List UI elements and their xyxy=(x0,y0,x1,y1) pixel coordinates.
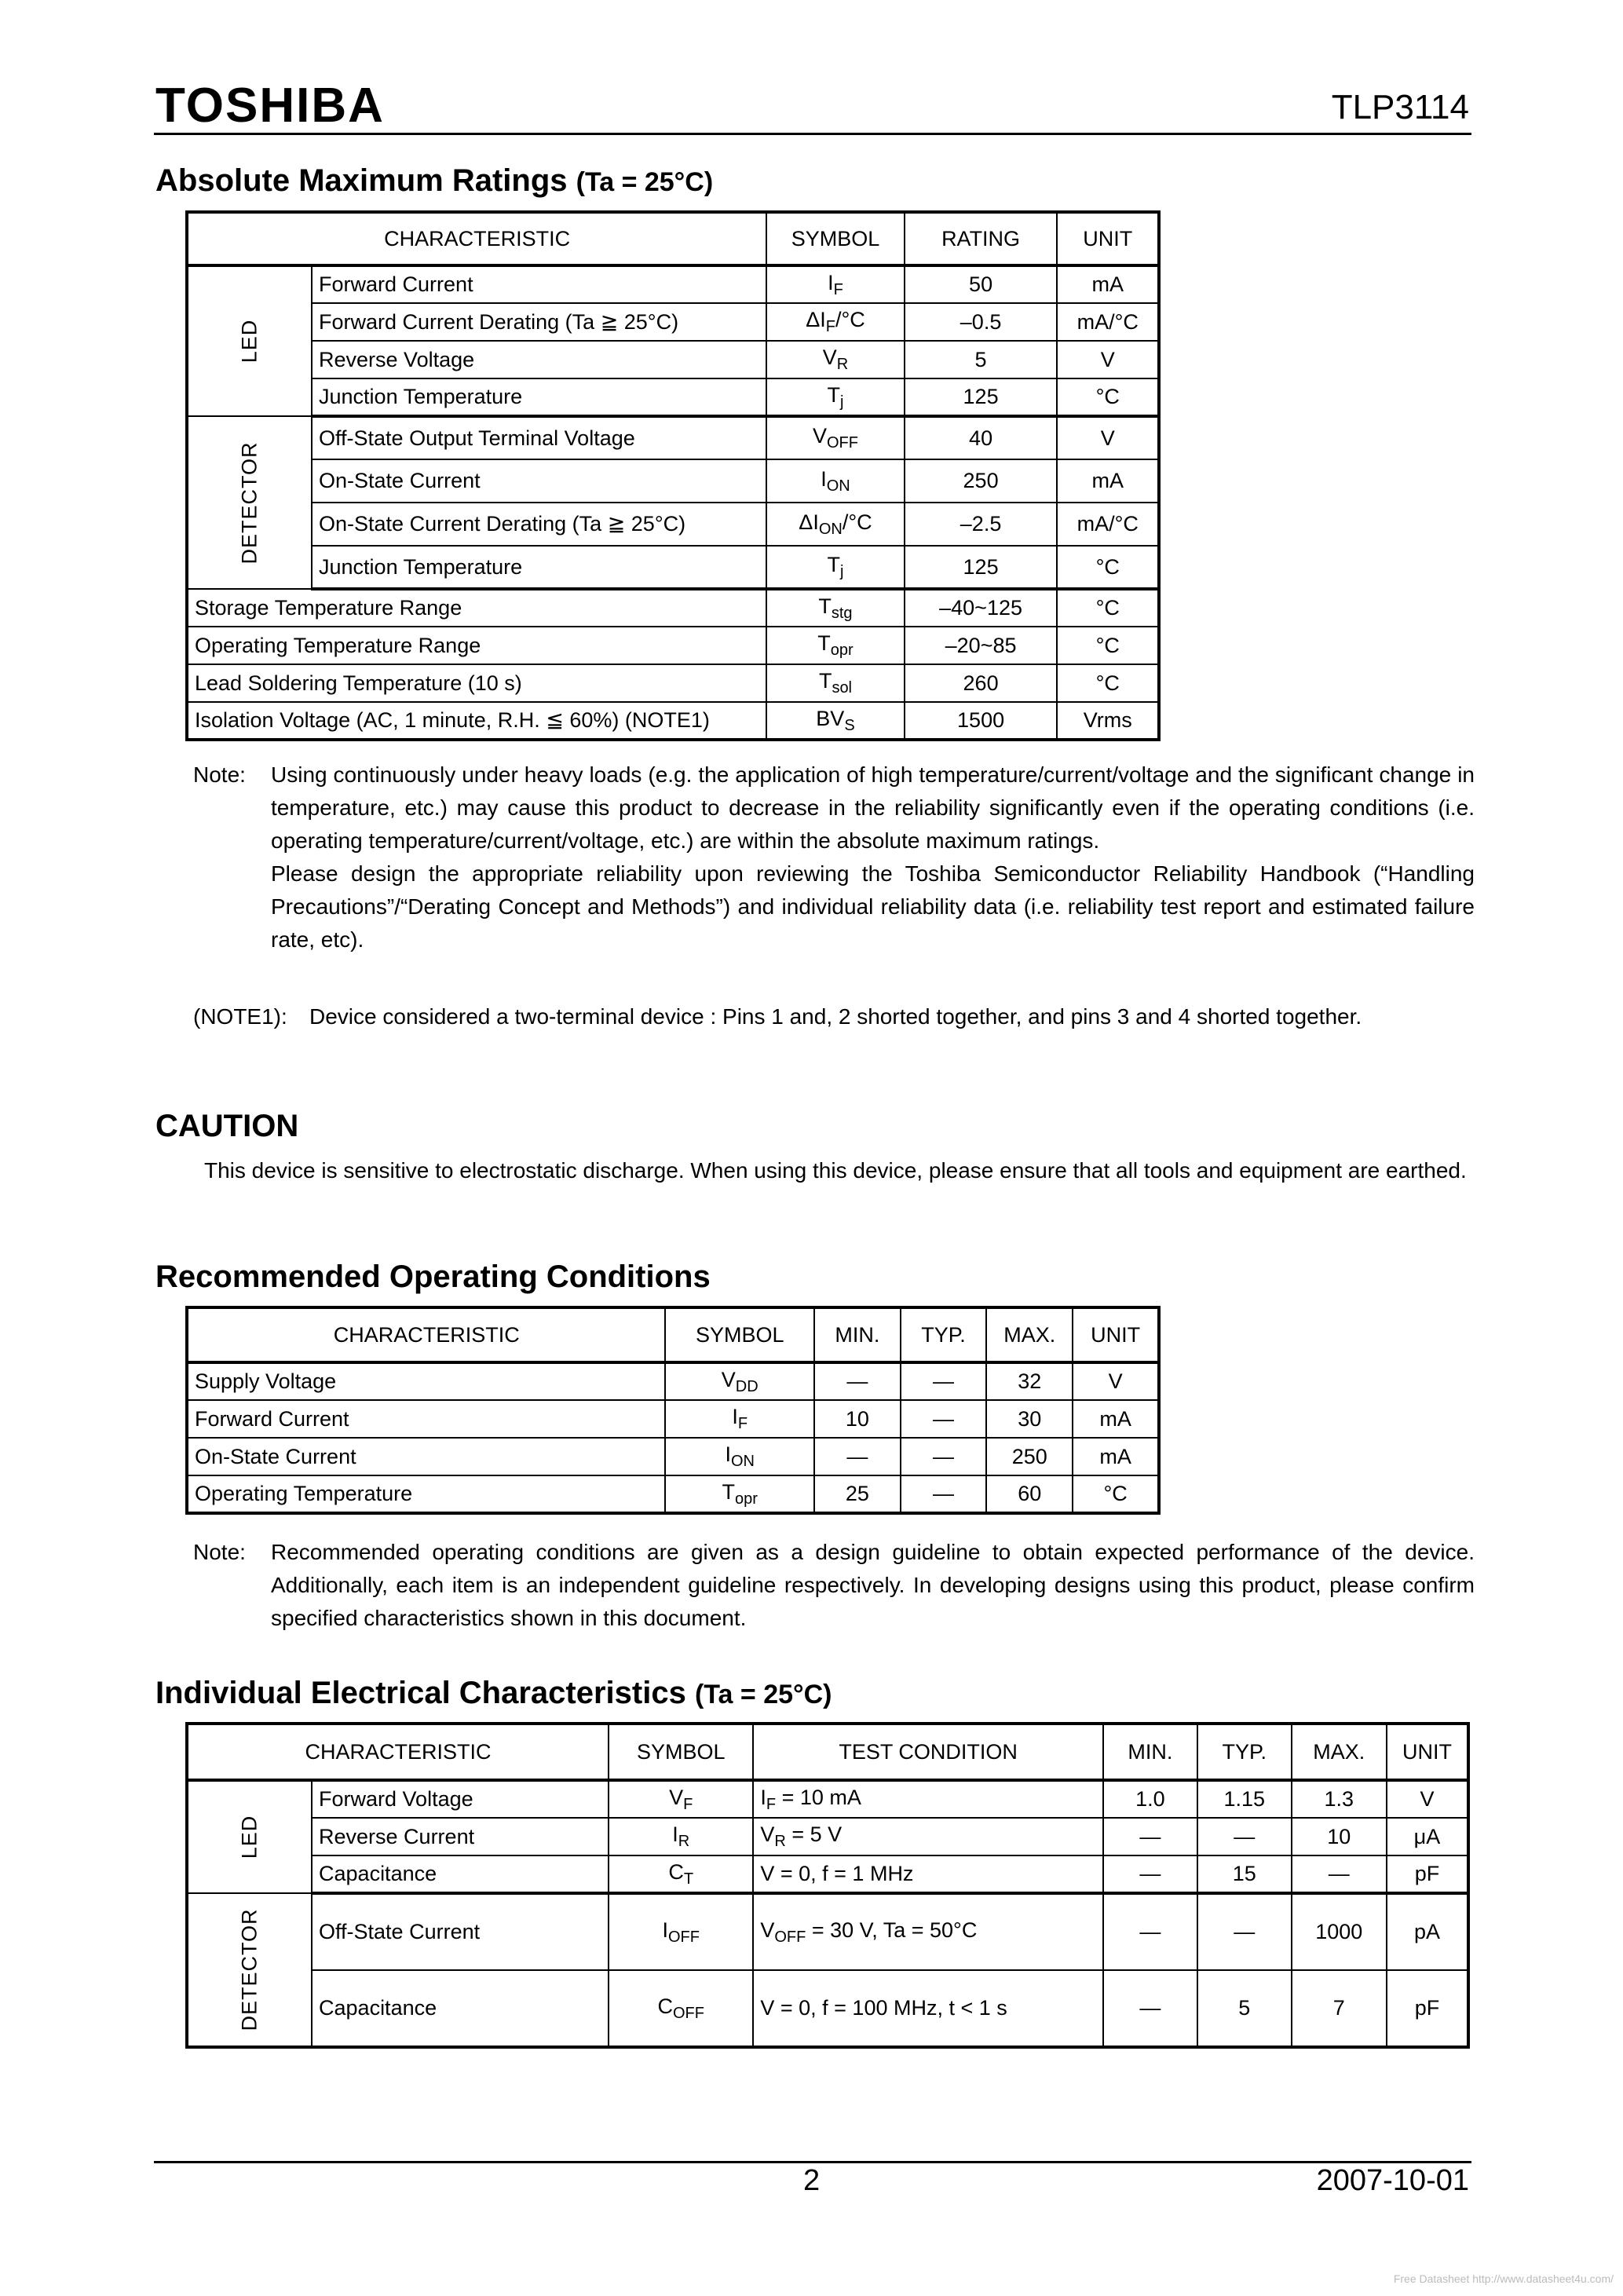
iec-characteristic: Capacitance xyxy=(312,1855,609,1893)
table-row xyxy=(187,1780,1468,1818)
amr-rating: –2.5 xyxy=(905,503,1058,546)
iec-test-condition: V = 0, f = 1 MHz xyxy=(753,1855,1103,1893)
amr-symbol: $T_{stg}$ xyxy=(766,589,904,627)
amr-unit: mA/°C xyxy=(1057,303,1159,341)
iec-header-characteristic: CHARACTERISTIC xyxy=(187,1724,609,1780)
table-row xyxy=(187,1893,1468,1970)
amr-unit: mA/°C xyxy=(1057,503,1159,546)
footer-divider xyxy=(154,2161,1471,2163)
roc-typ: — xyxy=(901,1475,987,1513)
roc-characteristic: Operating Temperature xyxy=(187,1475,665,1513)
amr-header-unit: UNIT xyxy=(1057,212,1159,265)
roc-max: 30 xyxy=(986,1400,1073,1438)
roc-typ: — xyxy=(901,1362,987,1400)
iec-min: — xyxy=(1103,1855,1197,1893)
table-row xyxy=(187,503,1159,546)
roc-header-min: MIN. xyxy=(814,1307,901,1362)
note-label: Note: xyxy=(193,762,246,787)
amr-symbol: $T_{opr}$ xyxy=(766,627,904,664)
amr-title: Absolute Maximum Ratings (Ta = 25°C) xyxy=(155,163,714,198)
table-row xyxy=(187,341,1159,378)
amr-unit: Vrms xyxy=(1057,702,1159,740)
iec-typ: 1.15 xyxy=(1197,1780,1292,1818)
roc-min: 10 xyxy=(814,1400,901,1438)
amr-group-detector: DETECTOR xyxy=(187,416,312,589)
iec-symbol: $C_T$ xyxy=(609,1855,753,1893)
table-row xyxy=(187,546,1159,589)
note1-text: Device considered a two-terminal device : Pins 1 and, 2 shorted together, and pins 3 and 4 shorted together. xyxy=(309,1004,1362,1029)
iec-typ: — xyxy=(1197,1893,1292,1970)
iec-symbol: $I_{OFF}$ xyxy=(609,1893,753,1970)
caution-text: This device is sensitive to electrostatic discharge. When using this device, please ensure that all tools and equipment are earthed. xyxy=(204,1158,1467,1183)
roc-min: — xyxy=(814,1438,901,1475)
roc-unit: V xyxy=(1073,1362,1159,1400)
roc-header-symbol: SYMBOL xyxy=(665,1307,814,1362)
amr-symbol: $T_{sol}$ xyxy=(766,664,904,702)
amr-characteristic: Junction Temperature xyxy=(312,378,766,416)
table-row xyxy=(187,702,1159,740)
amr-header-characteristic: CHARACTERISTIC xyxy=(187,212,766,265)
roc-max: 60 xyxy=(986,1475,1073,1513)
iec-min: — xyxy=(1103,1970,1197,2047)
iec-min: — xyxy=(1103,1893,1197,1970)
roc-characteristic: Supply Voltage xyxy=(187,1362,665,1400)
table-row xyxy=(187,1818,1468,1855)
amr-characteristic: Off-State Output Terminal Voltage xyxy=(312,416,766,459)
note-block-2 xyxy=(193,1536,1475,1635)
amr-unit: mA xyxy=(1057,265,1159,303)
amr-rating: –40~125 xyxy=(905,589,1058,627)
page-number: 2 xyxy=(803,2164,821,2197)
amr-symbol: $\Delta I_F/^\circ C$ xyxy=(766,303,904,341)
amr-header-symbol: SYMBOL xyxy=(766,212,904,265)
brand-logo: TOSHIBA xyxy=(155,79,385,133)
iec-max: 7 xyxy=(1292,1970,1387,2047)
iec-min: — xyxy=(1103,1818,1197,1855)
iec-title: Individual Electrical Characteristics (Ta = 25°C) xyxy=(155,1676,832,1710)
roc-header-unit: UNIT xyxy=(1073,1307,1159,1362)
roc-min: 25 xyxy=(814,1475,901,1513)
roc-unit: mA xyxy=(1073,1438,1159,1475)
iec-typ: — xyxy=(1197,1818,1292,1855)
iec-unit: pF xyxy=(1387,1970,1468,2047)
roc-max: 32 xyxy=(986,1362,1073,1400)
iec-min: 1.0 xyxy=(1103,1780,1197,1818)
amr-characteristic: Storage Temperature Range xyxy=(187,589,766,627)
iec-typ: 15 xyxy=(1197,1855,1292,1893)
amr-characteristic: Lead Soldering Temperature (10 s) xyxy=(187,664,766,702)
table-row xyxy=(187,1362,1159,1400)
table-row xyxy=(187,664,1159,702)
amr-unit: °C xyxy=(1057,664,1159,702)
amr-characteristic: Forward Current xyxy=(312,265,766,303)
amr-unit: V xyxy=(1057,341,1159,378)
table-row xyxy=(187,1855,1468,1893)
iec-test-condition: $V_R = 5$ V xyxy=(753,1818,1103,1855)
amr-characteristic: On-State Current Derating (Ta ≧ 25°C) xyxy=(312,503,766,546)
roc-header-typ: TYP. xyxy=(901,1307,987,1362)
iec-characteristic: Off-State Current xyxy=(312,1893,609,1970)
amr-unit: °C xyxy=(1057,589,1159,627)
iec-test-condition: $V_{OFF} = 30$ V, Ta = 50°C xyxy=(753,1893,1103,1970)
note1-label: (NOTE1): xyxy=(193,1004,287,1029)
watermark: Free Datasheet http://www.datasheet4u.com/ xyxy=(1393,2272,1614,2285)
roc-typ: — xyxy=(901,1438,987,1475)
roc-typ: — xyxy=(901,1400,987,1438)
table-row xyxy=(187,378,1159,416)
iec-unit: V xyxy=(1387,1780,1468,1818)
amr-rating: 50 xyxy=(905,265,1058,303)
note-paragraph: Using continuously under heavy loads (e.g. the application of high temperature/current/voltage and the significant change in temperature, etc.) may cause this product to decrease in the reliability significantly even if the operating conditions (i.e. operating temperature/current/voltage, etc.) are within the absolute maximum ratings. xyxy=(271,762,1475,853)
table-row xyxy=(187,416,1159,459)
iec-unit: pA xyxy=(1387,1893,1468,1970)
note-label: Note: xyxy=(193,1540,246,1564)
iec-max: 1.3 xyxy=(1292,1780,1387,1818)
note-block xyxy=(193,759,1475,956)
roc-title: Recommended Operating Conditions xyxy=(155,1260,711,1294)
table-row xyxy=(187,459,1159,503)
table-row xyxy=(187,1475,1159,1513)
amr-rating: 125 xyxy=(905,378,1058,416)
roc-symbol: $I_F$ xyxy=(665,1400,814,1438)
iec-header-max: MAX. xyxy=(1292,1724,1387,1780)
caution-title: CAUTION xyxy=(155,1109,299,1143)
iec-header-typ: TYP. xyxy=(1197,1724,1292,1780)
iec-header-test-condition: TEST CONDITION xyxy=(753,1724,1103,1780)
roc-max: 250 xyxy=(986,1438,1073,1475)
amr-group-led: LED xyxy=(187,265,312,416)
amr-rating: 125 xyxy=(905,546,1058,589)
amr-unit: V xyxy=(1057,416,1159,459)
amr-symbol: $BV_S$ xyxy=(766,702,904,740)
table-row xyxy=(187,303,1159,341)
amr-characteristic: Isolation Voltage (AC, 1 minute, R.H. ≦ 60%) (NOTE1) xyxy=(187,702,766,740)
part-number: TLP3114 xyxy=(1331,88,1469,126)
iec-group-led: LED xyxy=(187,1780,312,1893)
amr-characteristic: Reverse Voltage xyxy=(312,341,766,378)
amr-symbol: $T_j$ xyxy=(766,378,904,416)
iec-characteristic: Reverse Current xyxy=(312,1818,609,1855)
amr-symbol: $T_j$ xyxy=(766,546,904,589)
amr-characteristic: Junction Temperature xyxy=(312,546,766,589)
amr-rating: 5 xyxy=(905,341,1058,378)
amr-symbol: $\Delta I_{ON}/^\circ C$ xyxy=(766,503,904,546)
iec-characteristic: Forward Voltage xyxy=(312,1780,609,1818)
table-row xyxy=(187,1438,1159,1475)
roc-header-max: MAX. xyxy=(986,1307,1073,1362)
iec-max: 1000 xyxy=(1292,1893,1387,1970)
iec-header-symbol: SYMBOL xyxy=(609,1724,753,1780)
amr-unit: °C xyxy=(1057,378,1159,416)
amr-header-rating: RATING xyxy=(905,212,1058,265)
roc-unit: °C xyxy=(1073,1475,1159,1513)
table-row xyxy=(187,1970,1468,2047)
amr-characteristic: Forward Current Derating (Ta ≧ 25°C) xyxy=(312,303,766,341)
note1-block xyxy=(193,1000,1475,1033)
amr-rating: 260 xyxy=(905,664,1058,702)
note-paragraph: Please design the appropriate reliability upon reviewing the Toshiba Semiconductor Reliability Handbook (“Handling Precautions”/“Derating Concept and Methods”) and individual reliability data (i.e. reliability test report and estimated failure rate, etc). xyxy=(271,861,1475,952)
table-row xyxy=(187,265,1159,303)
roc-unit: mA xyxy=(1073,1400,1159,1438)
roc-table xyxy=(185,1306,1161,1515)
iec-symbol: $C_{OFF}$ xyxy=(609,1970,753,2047)
iec-unit: μA xyxy=(1387,1818,1468,1855)
iec-max: 10 xyxy=(1292,1818,1387,1855)
table-row xyxy=(187,1400,1159,1438)
amr-characteristic: On-State Current xyxy=(312,459,766,503)
iec-max: — xyxy=(1292,1855,1387,1893)
iec-test-condition: V = 0, f = 100 MHz, t < 1 s xyxy=(753,1970,1103,2047)
iec-symbol: $I_R$ xyxy=(609,1818,753,1855)
amr-symbol: $V_R$ xyxy=(766,341,904,378)
iec-group-detector: DETECTOR xyxy=(187,1893,312,2047)
amr-rating: –0.5 xyxy=(905,303,1058,341)
amr-unit: mA xyxy=(1057,459,1159,503)
amr-rating: 250 xyxy=(905,459,1058,503)
amr-symbol: $I_F$ xyxy=(766,265,904,303)
amr-unit: °C xyxy=(1057,627,1159,664)
amr-table xyxy=(185,210,1161,741)
amr-characteristic: Operating Temperature Range xyxy=(187,627,766,664)
table-row xyxy=(187,589,1159,627)
amr-rating: 1500 xyxy=(905,702,1058,740)
note-paragraph: Recommended operating conditions are given as a design guideline to obtain expected performance of the device. Additionally, each item is an independent guideline respectively. In developing designs using this product, please confirm specified characteristics shown in this document. xyxy=(271,1540,1475,1630)
iec-unit: pF xyxy=(1387,1855,1468,1893)
iec-header-unit: UNIT xyxy=(1387,1724,1468,1780)
header-divider xyxy=(154,133,1471,135)
table-row xyxy=(187,627,1159,664)
amr-unit: °C xyxy=(1057,546,1159,589)
iec-typ: 5 xyxy=(1197,1970,1292,2047)
iec-table xyxy=(185,1722,1470,2049)
iec-symbol: $V_F$ xyxy=(609,1780,753,1818)
amr-rating: –20~85 xyxy=(905,627,1058,664)
roc-symbol: $T_{opr}$ xyxy=(665,1475,814,1513)
footer-date: 2007-10-01 xyxy=(1316,2164,1469,2197)
roc-header-characteristic: CHARACTERISTIC xyxy=(187,1307,665,1362)
iec-header-min: MIN. xyxy=(1103,1724,1197,1780)
amr-rating: 40 xyxy=(905,416,1058,459)
amr-symbol: $I_{ON}$ xyxy=(766,459,904,503)
iec-test-condition: $I_F = 10$ mA xyxy=(753,1780,1103,1818)
roc-symbol: $V_{DD}$ xyxy=(665,1362,814,1400)
roc-symbol: $I_{ON}$ xyxy=(665,1438,814,1475)
amr-symbol: $V_{OFF}$ xyxy=(766,416,904,459)
roc-characteristic: On-State Current xyxy=(187,1438,665,1475)
iec-characteristic: Capacitance xyxy=(312,1970,609,2047)
roc-min: — xyxy=(814,1362,901,1400)
roc-characteristic: Forward Current xyxy=(187,1400,665,1438)
